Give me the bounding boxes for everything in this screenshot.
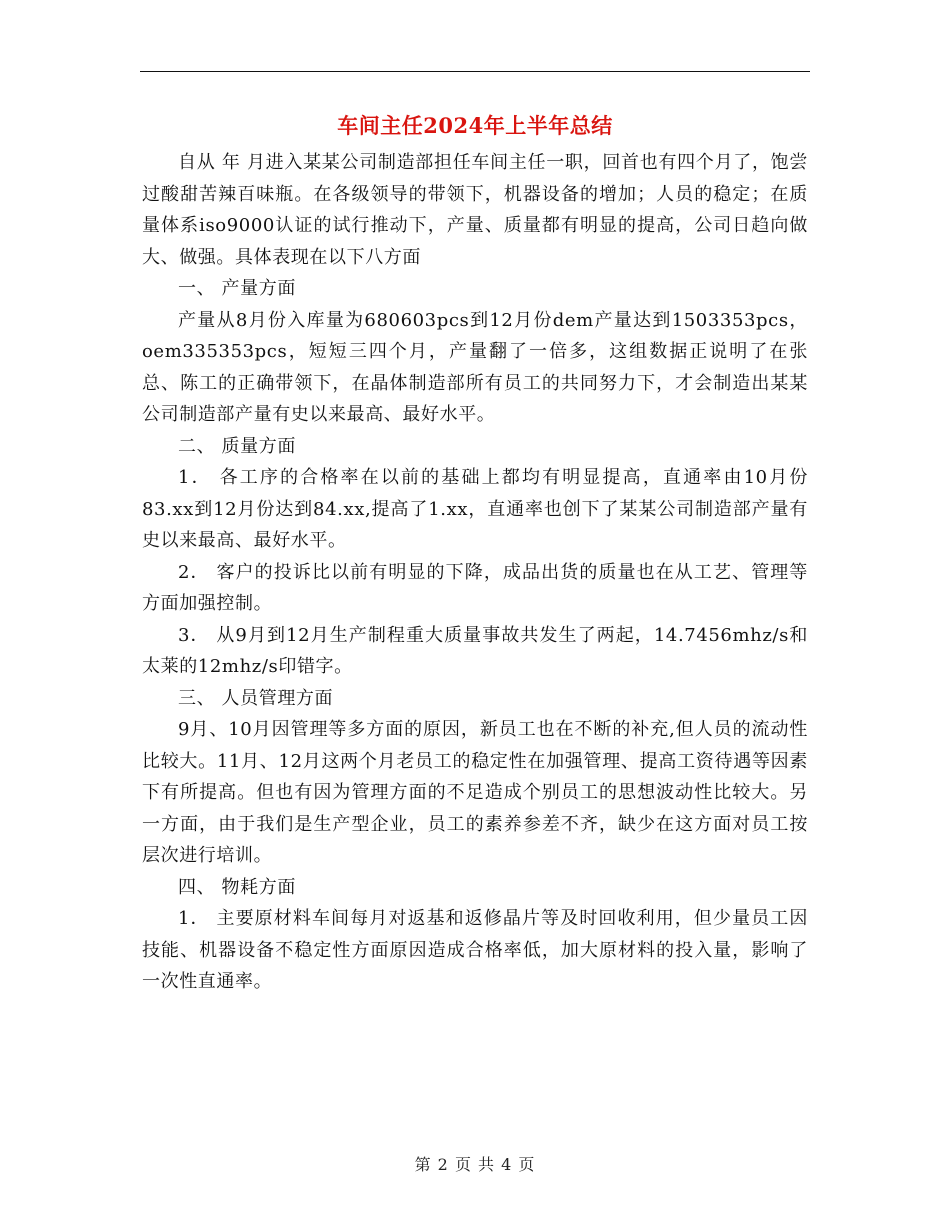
paragraph-quality-1: 1． 各工序的合格率在以前的基础上都均有明显提高，直通率由10月份83.xx到12月份达到84.xx,提高了1.xx，直通率也创下了某某公司制造部产量有史以来最高、最好水平。 <box>142 467 808 551</box>
header-rule <box>140 71 810 72</box>
section-heading-output: 一、 产量方面 <box>178 278 296 299</box>
section-heading-personnel: 三、 人员管理方面 <box>178 687 334 709</box>
paragraph-materials-1: 1． 主要原材料车间每月对返基和返修晶片等及时回收利用，但少量员工因技能、机器设备不稳定性方面原因造成合格率低，加大原材料的投入量，影响了一次性直通率。 <box>142 908 808 992</box>
document-body <box>142 147 808 998</box>
paragraph-quality-2: 2． 客户的投诉比以前有明显的下降，成品出货的质量也在从工艺、管理等方面加强控制。 <box>142 561 808 614</box>
paragraph-output: 产量从8月份入库量为680603pcs到12月份dem产量达到1503353pcs，oem335353pcs，短短三四个月，产量翻了一倍多，这组数据正说明了在张总、陈工的正确带领下，在晶体制造部所有员工的共同努力下，才会制造出某某公司制造部产量有史以来最高、最好水平。 <box>142 309 808 425</box>
paragraph-intro: 自从 年 月进入某某公司制造部担任车间主任一职，回首也有四个月了，饱尝过酸甜苦辣百味瓶。在各级领导的带领下，机器设备的增加；人员的稳定；在质量体系iso9000认证的试行推动下，产量、质量都有明显的提高，公司日趋向做大、做强。具体表现在以下八方面 <box>142 152 808 268</box>
paragraph-quality-3: 3． 从9月到12月生产制程重大质量事故共发生了两起，14.7456mhz/s和太莱的12mhz/s印错字。 <box>142 624 808 677</box>
paragraph-personnel: 9月、10月因管理等多方面的原因，新员工也在不断的补充,但人员的流动性比较大。11月、12月这两个月老员工的稳定性在加强管理、提高工资待遇等因素下有所提高。但也有因为管理方面的不足造成个别员工的思想波动性比较大。另一方面，由于我们是生产型企业，员工的素养参差不齐，缺少在这方面对员工按层次进行培训。 <box>142 719 808 866</box>
section-heading-materials: 四、 物耗方面 <box>178 876 296 898</box>
page-number: 第 2 页 共 4 页 <box>414 1155 536 1174</box>
document-title: 车间主任2024年上半年总结 <box>337 113 613 138</box>
section-heading-quality: 二、 质量方面 <box>178 435 296 457</box>
